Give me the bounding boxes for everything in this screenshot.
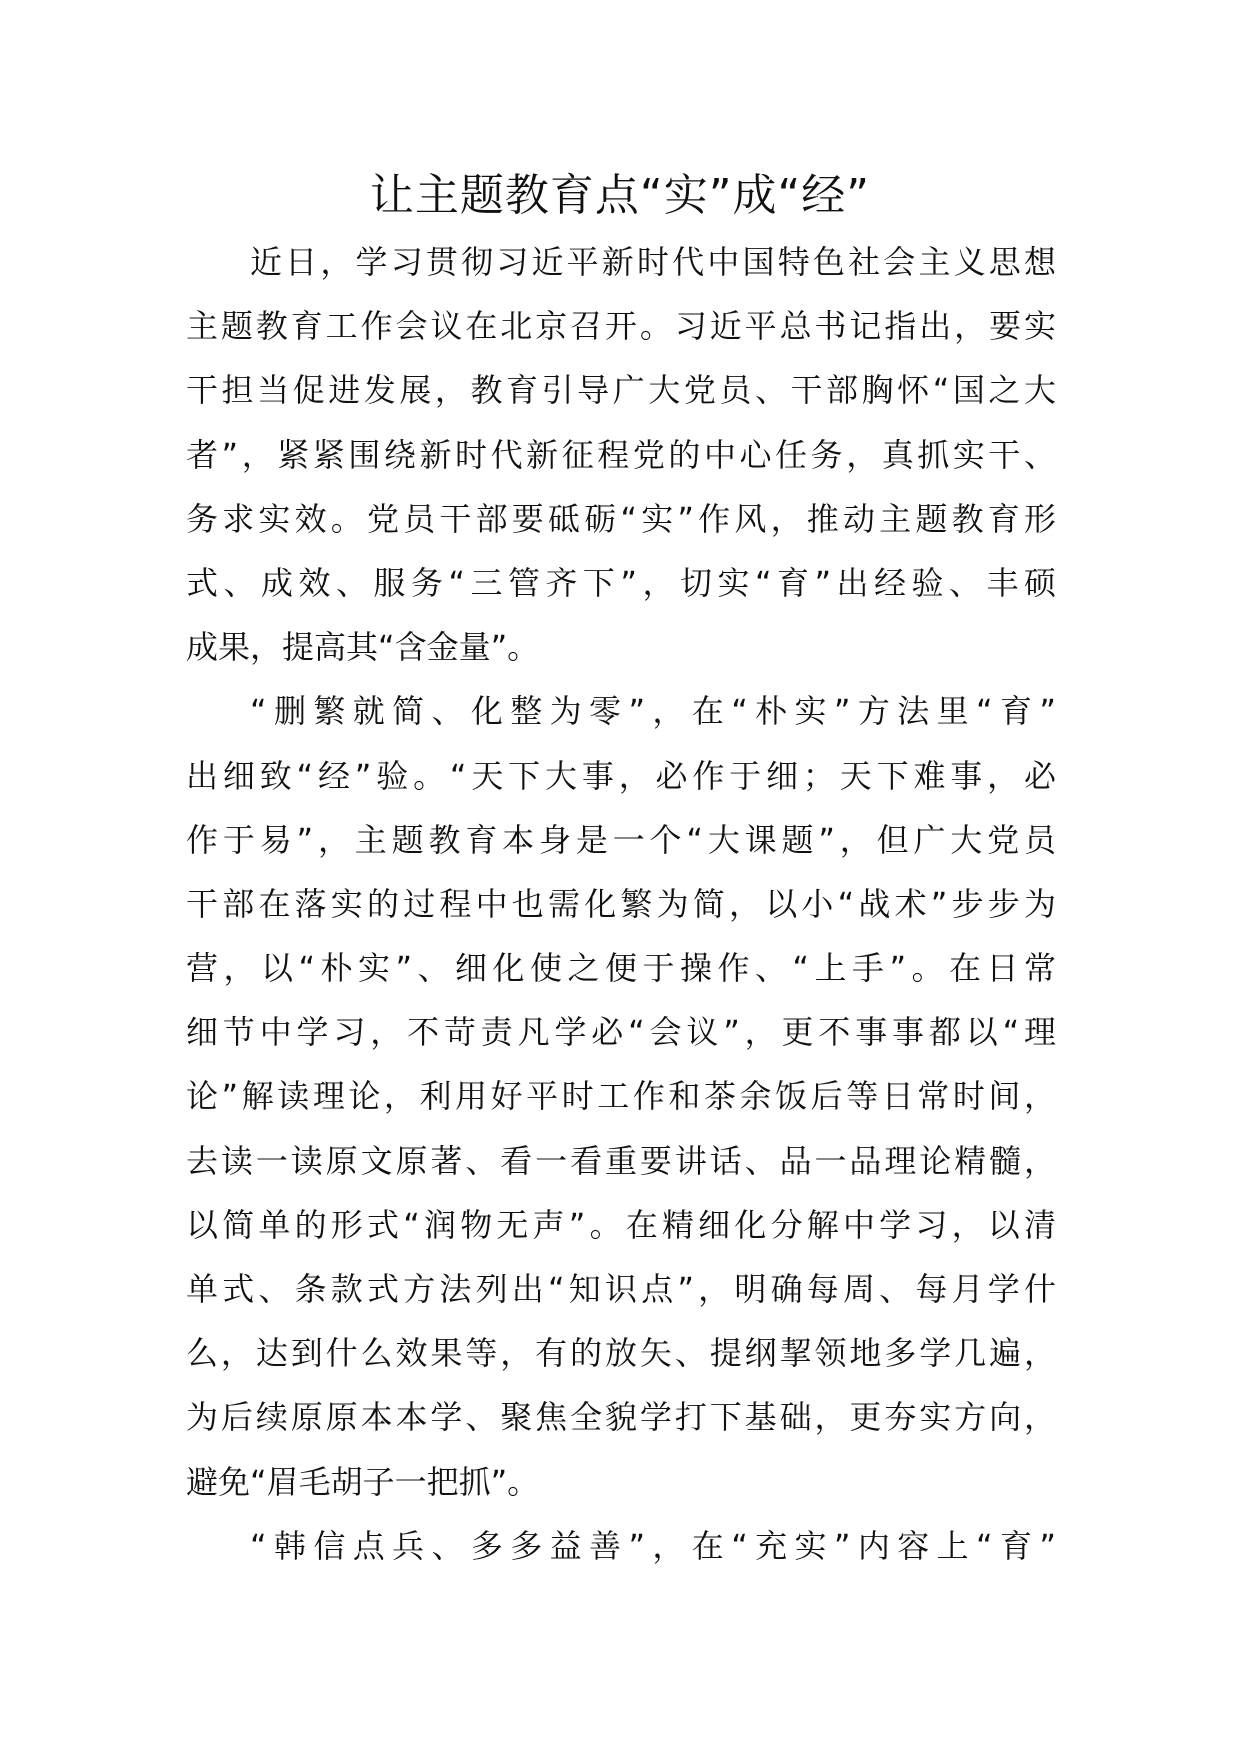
text-line: 单式、条款式方法列出“知识点”，明确每周、每月学什 (186, 1270, 1056, 1308)
text-line: 么，达到什么效果等，有的放矢、提纲挈领地多学几遍， (186, 1334, 1056, 1373)
paragraph-1 (186, 230, 1056, 679)
text-line: 以简单的形式“润物无声”。在精细化分解中学习，以清 (186, 1205, 1056, 1244)
article-body (186, 230, 1056, 1578)
text-line: 论”解读理论，利用好平时工作和茶余饭后等日常时间， (186, 1077, 1056, 1116)
text-line: 干部在落实的过程中也需化繁为简，以小“战术”步步为 (186, 884, 1056, 923)
text-line: 务求实效。党员干部要砥砺“实”作风，推动主题教育形 (186, 499, 1056, 538)
text-line: 避免“眉毛胡子一把抓”。 (186, 1462, 540, 1501)
text-line: 细节中学习，不苛责凡学必“会议”，更不事事都以“理 (186, 1013, 1056, 1052)
text-line: 作于易”，主题教育本身是一个“大课题”，但广大党员 (186, 820, 1056, 859)
text-line: “韩信点兵、多多益善”，在“充实”内容上“育” (250, 1526, 1056, 1565)
text-line: “删繁就简、化整为零”，在“朴实”方法里“育” (250, 692, 1056, 731)
text-line: 干担当促进发展，教育引导广大党员、干部胸怀“国之大 (186, 371, 1056, 410)
text-line: 为后续原原本本学、聚焦全貌学打下基础，更夯实方向， (186, 1398, 1056, 1437)
paragraph-2 (186, 679, 1056, 1513)
text-line: 去读一读原文原著、看一看重要讲话、品一品理论精髓， (186, 1141, 1056, 1180)
text-line: 出细致“经”验。“天下大事，必作于细；天下难事，必 (186, 756, 1056, 795)
text-line: 成果，提高其“含金量”。 (186, 628, 540, 667)
text-line: 近日，学习贯彻习近平新时代中国特色社会主义思想 (250, 243, 1056, 281)
text-line: 主题教育工作会议在北京召开。习近平总书记指出，要实 (186, 307, 1056, 346)
text-line: 式、成效、服务“三管齐下”，切实“育”出经验、丰硕 (186, 563, 1056, 602)
page-title: 让主题教育点“实”成“经” (369, 170, 871, 221)
paragraph-3 (186, 1514, 1056, 1578)
text-line: 营，以“朴实”、细化使之便于操作、“上手”。在日常 (186, 949, 1056, 988)
text-line: 者”，紧紧围绕新时代新征程党的中心任务，真抓实干、 (186, 435, 1056, 474)
